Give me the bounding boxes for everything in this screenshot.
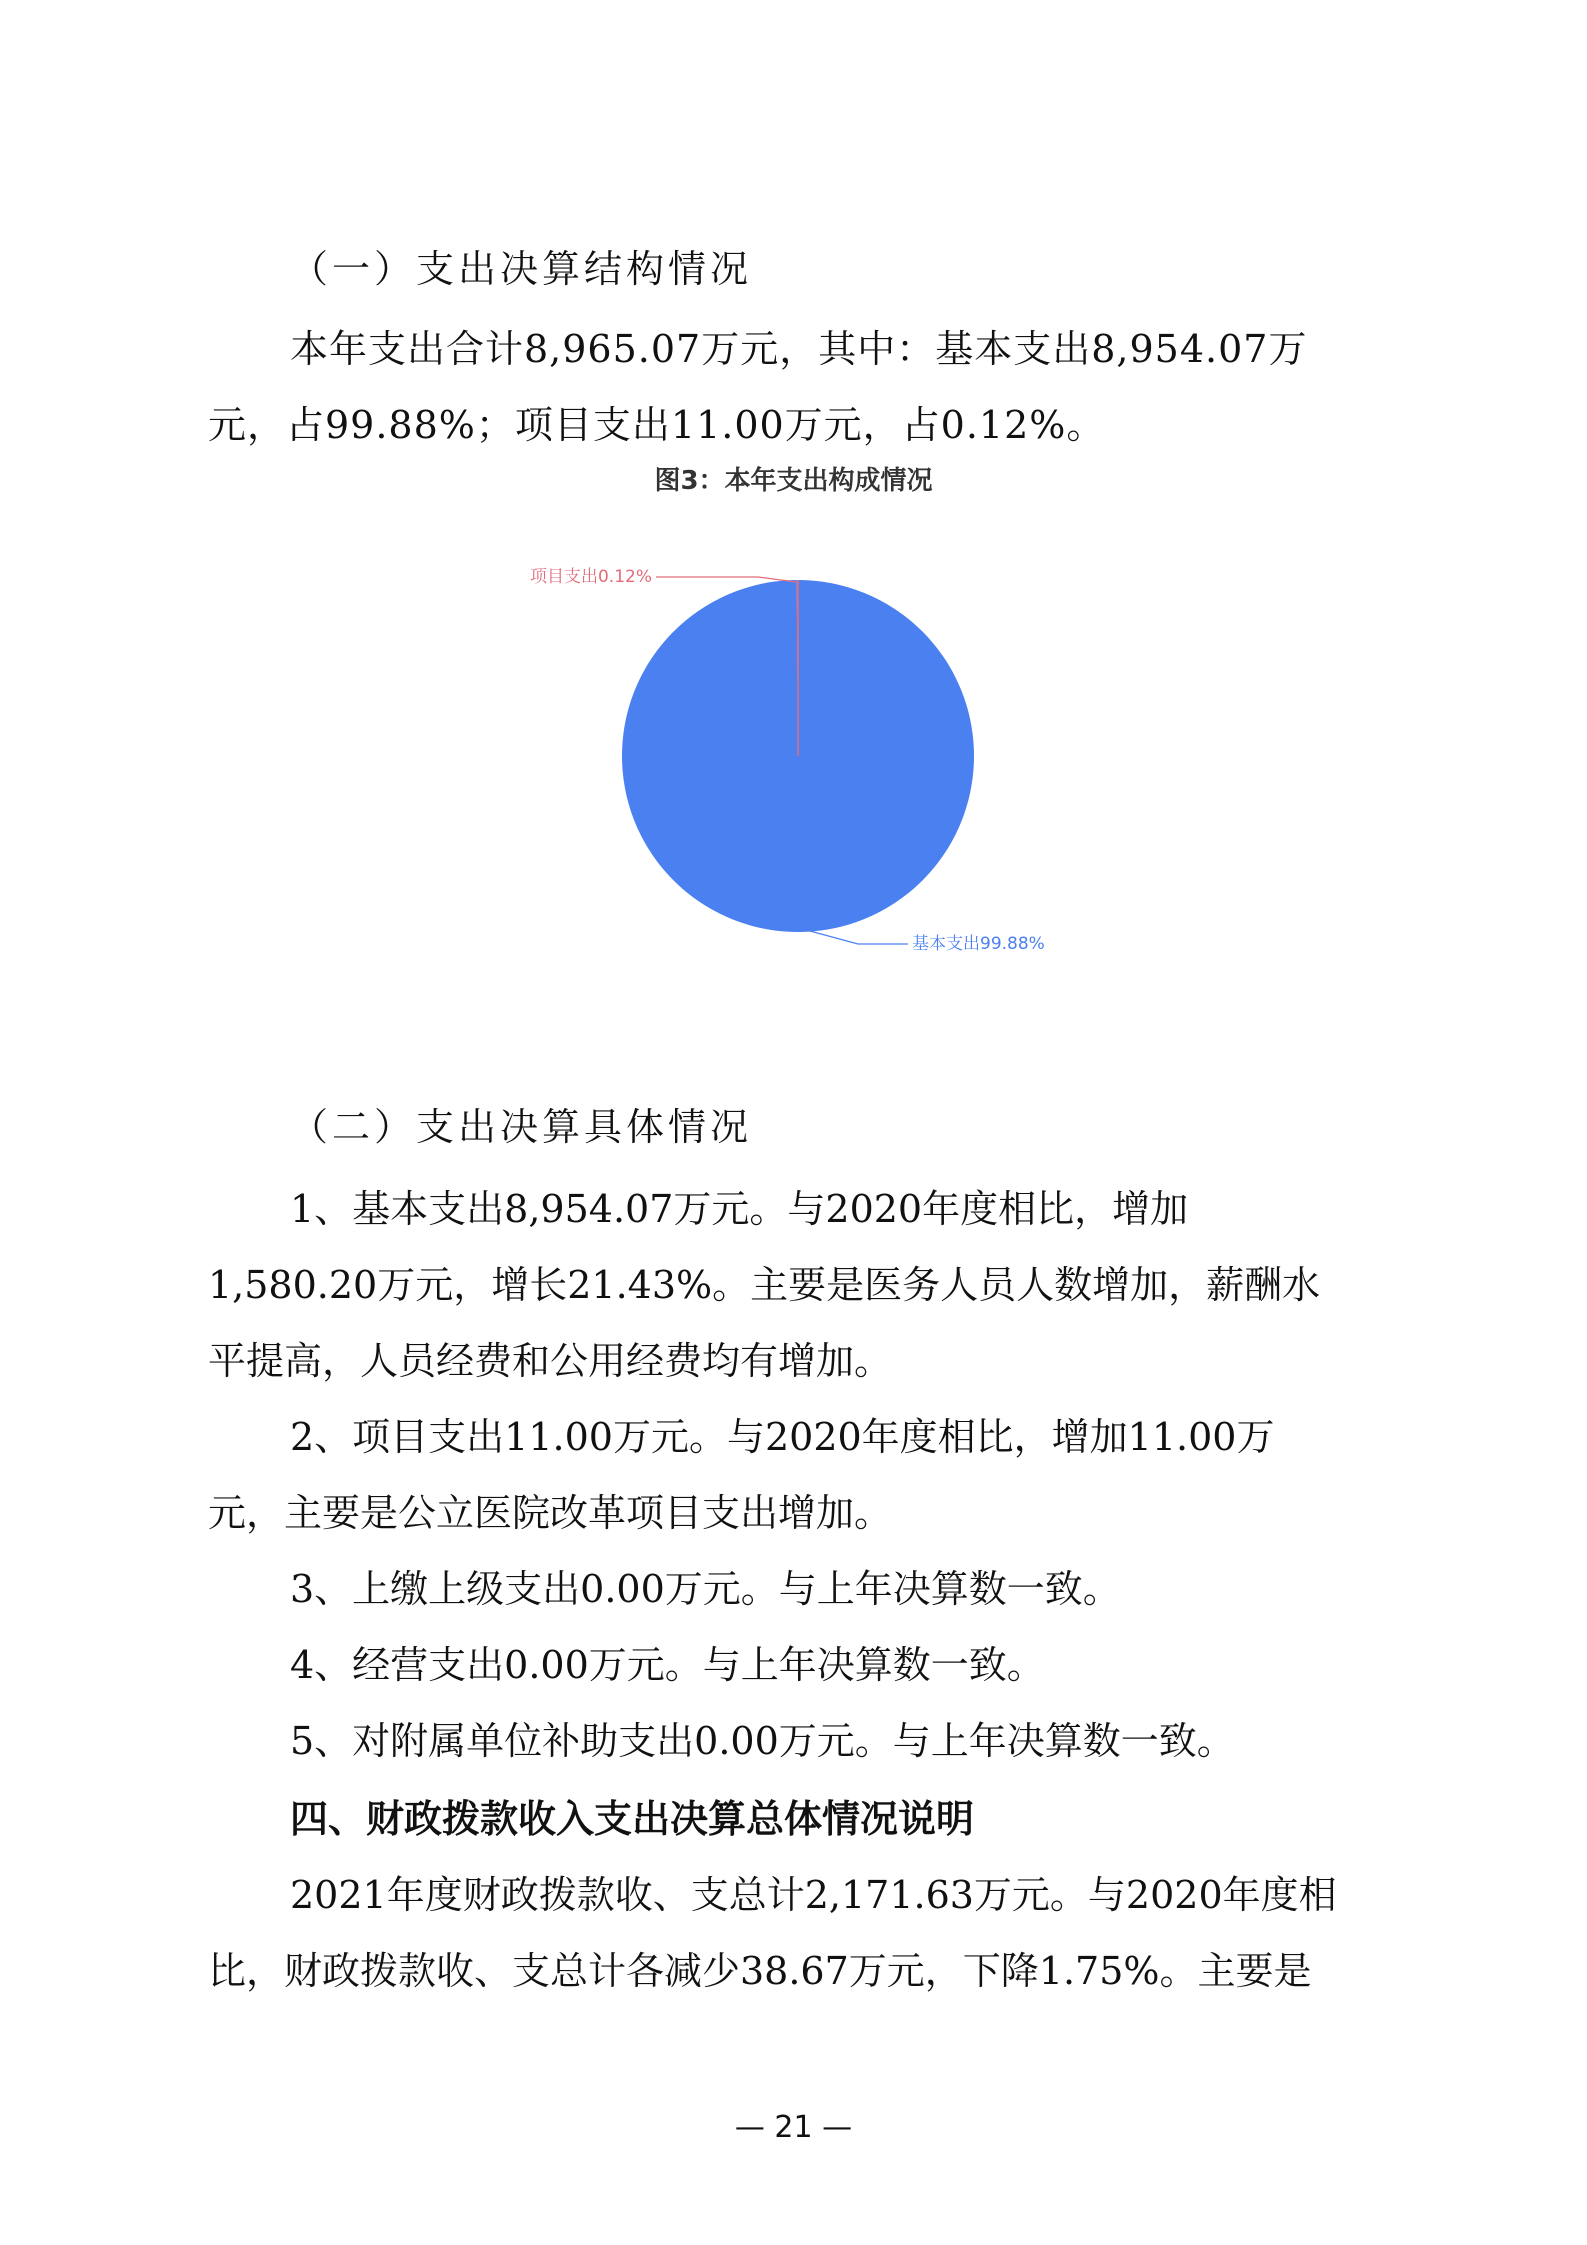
section2-line: 2、项目支出11.00万元。与2020年度相比，增加11.00万 bbox=[290, 1415, 1275, 1459]
section1-paragraph-line2: 元，占99.88%；项目支出11.00万元，占0.12%。 bbox=[208, 403, 1106, 447]
section4-line2: 比，财政拨款收、支总计各减少38.67万元，下降1.75%。主要是 bbox=[208, 1949, 1312, 1993]
section1-paragraph-line1: 本年支出合计8,965.07万元，其中：基本支出8,954.07万 bbox=[290, 327, 1308, 371]
section4-line1: 2021年度财政拨款收、支总计2,171.63万元。与2020年度相 bbox=[290, 1873, 1337, 1917]
leader-line-basic bbox=[810, 931, 908, 944]
data-label-project: 项目支出0.12% bbox=[529, 567, 652, 587]
leader-line-project bbox=[656, 577, 796, 582]
section4-heading: 四、财政拨款收入支出决算总体情况说明 bbox=[290, 1797, 975, 1841]
pie-chart bbox=[480, 560, 1120, 980]
page-number: — 21 — bbox=[734, 2110, 853, 2145]
chart-title: 图3：本年支出构成情况 bbox=[654, 466, 933, 496]
section2-line: 4、经营支出0.00万元。与上年决算数一致。 bbox=[290, 1643, 1045, 1687]
section2-line: 1、基本支出8,954.07万元。与2020年度相比，增加 bbox=[290, 1187, 1189, 1231]
section2-line: 元，主要是公立医院改革项目支出增加。 bbox=[208, 1491, 893, 1535]
section2-line: 5、对附属单位补助支出0.00万元。与上年决算数一致。 bbox=[290, 1719, 1235, 1763]
section2-heading: （二）支出决算具体情况 bbox=[290, 1105, 753, 1149]
section2-line: 平提高，人员经费和公用经费均有增加。 bbox=[208, 1339, 893, 1383]
section1-heading: （一）支出决算结构情况 bbox=[290, 247, 753, 291]
section2-line: 3、上缴上级支出0.00万元。与上年决算数一致。 bbox=[290, 1567, 1121, 1611]
section2-line: 1,580.20万元，增长21.43%。主要是医务人员人数增加，薪酬水 bbox=[208, 1263, 1321, 1307]
data-label-basic: 基本支出99.88% bbox=[912, 934, 1045, 954]
